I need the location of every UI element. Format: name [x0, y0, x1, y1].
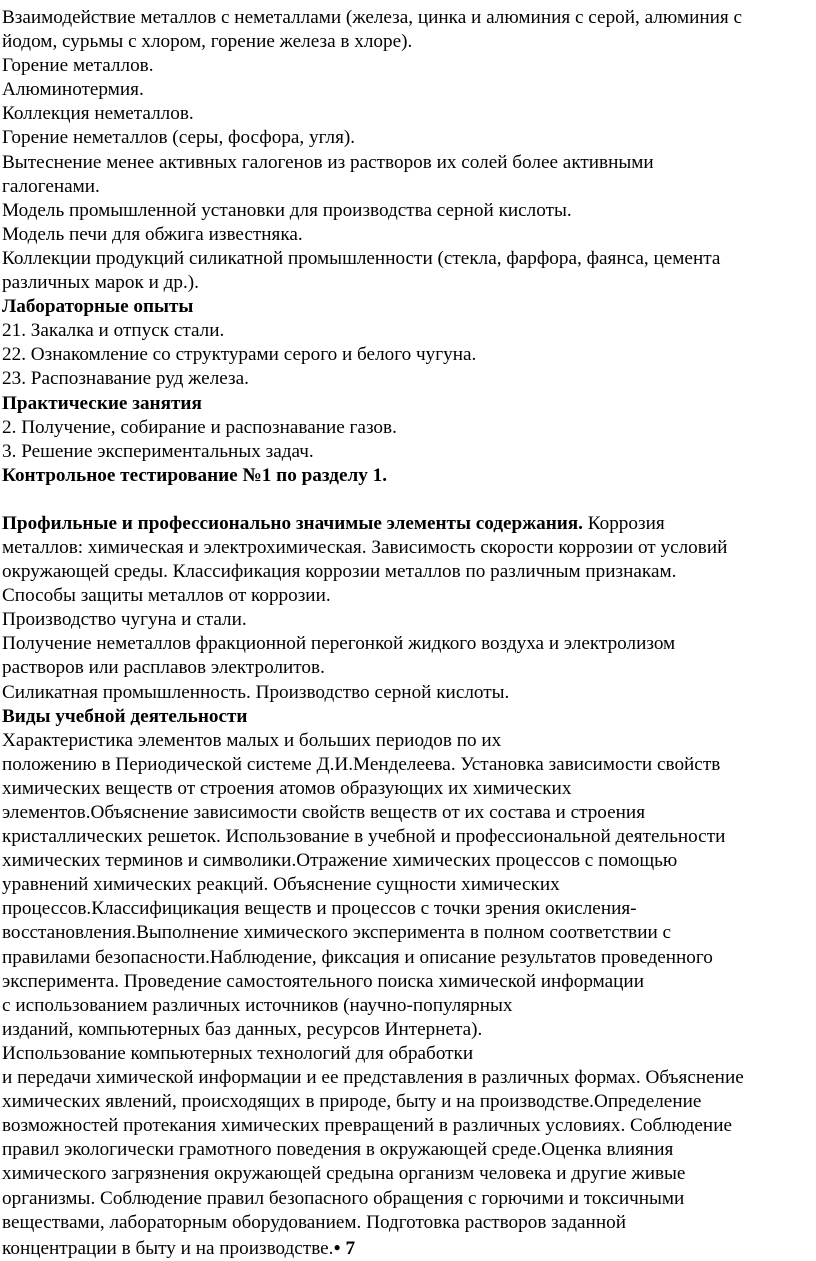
text-line: Вытеснение менее активных галогенов из растворов их солей более активными: [2, 151, 654, 173]
text-line: растворов или расплавов электролитов.: [2, 657, 325, 679]
demo-item: [2, 6, 812, 54]
text-line: возможностей протекания химических превращений в различных условиях. Соблюдение: [2, 1115, 732, 1137]
profile-heading: Профильные и профессионально значимые элементы содержания.: [2, 512, 583, 534]
demo-item: [2, 247, 812, 295]
text-line: Горение металлов.: [2, 55, 154, 77]
text-line: Взаимодействие металлов с неметаллами (железа, цинка и алюминия с серой, алюминия с: [2, 7, 743, 28]
text-line: галогенами.: [2, 175, 100, 197]
text-line: химических терминов и символики.Отражение химических процессов с помощью: [2, 850, 678, 872]
text-line: Модель промышленной установки для производства серной кислоты.: [2, 199, 572, 221]
text-line: положению в Периодической системе Д.И.Менделеева. Установка зависимости свойств: [2, 753, 721, 775]
text-line: йодом, сурьмы с хлором, горение железа в хлоре).: [2, 31, 413, 53]
lab-item: 21. Закалка и отпуск стали.: [2, 320, 225, 342]
lab-item: 23. Распознавание руд железа.: [2, 368, 249, 390]
demonstrations-list: [2, 6, 812, 295]
text-line: восстановления.Выполнение химического эксперимента в полном соответствии с: [2, 922, 672, 944]
text-line: Силикатная промышленность. Производство серной кислоты.: [2, 681, 510, 703]
control-test-heading: Контрольное тестирование №1 по разделу 1.: [2, 464, 388, 486]
text-line: элементов.Объяснение зависимости свойств веществ от их состава и строения: [2, 802, 646, 823]
text-line: с использованием различных источников (научно-популярных: [2, 994, 513, 1016]
practice-heading: Практические занятия: [2, 392, 202, 414]
text-line: Модель печи для обжига известняка.: [2, 223, 303, 245]
demo-item: [2, 126, 812, 150]
text-line: эксперимента. Проведение самостоятельного поиска химической информации: [2, 970, 644, 992]
practice-item: 2. Получение, собирание и распознавание газов.: [2, 416, 397, 438]
demo-item: [2, 102, 812, 126]
text-line: Использование компьютерных технологий для обработки: [2, 1042, 474, 1064]
text-line: процессов.Классифицикация веществ и процессов с точки зрения окисления-: [2, 898, 637, 920]
text-line: [2, 1235, 812, 1261]
activities-section: [2, 705, 812, 1261]
lab-section: [2, 295, 812, 391]
text-line: правилами безопасности.Наблюдение, фиксация и описание результатов проведенного: [2, 946, 713, 968]
text-line: Характеристика элементов малых и больших периодов по их: [2, 729, 502, 751]
last-line-text: концентрации в быту и на производстве.: [2, 1237, 334, 1259]
demo-item: [2, 54, 812, 78]
page-number: 7: [340, 1237, 356, 1259]
lab-heading: Лабораторные опыты: [2, 296, 194, 318]
text-line: организмы. Соблюдение правил безопасного обращения с горючими и токсичными: [2, 1187, 685, 1209]
text-line: Получение неметаллов фракционной перегонкой жидкого воздуха и электролизом: [2, 633, 676, 655]
text-line: химических явлений, происходящих в природе, быту и на производстве.Определение: [2, 1091, 702, 1113]
profile-heading-rest: Коррозия: [582, 512, 665, 534]
text-line: Горение неметаллов (серы, фосфора, угля).: [2, 127, 356, 149]
text-line: металлов: химическая и электрохимическая. Зависимость скорости коррозии от условий: [2, 536, 728, 558]
text-line: уравнений химических реакций. Объяснение сущности химических: [2, 874, 560, 896]
text-line: Алюминотермия.: [2, 79, 144, 101]
lab-item: 22. Ознакомление со структурами серого и белого чугуна.: [2, 344, 477, 366]
text-line: [2, 512, 812, 536]
text-line: кристаллических решеток. Использование в учебной и профессиональной деятельности: [2, 826, 726, 848]
text-line: окружающей среды. Классификация коррозии металлов по различным признакам.: [2, 561, 677, 583]
text-line: Коллекция неметаллов.: [2, 103, 194, 125]
activities-heading: Виды учебной деятельности: [2, 705, 248, 727]
text-line: химического загрязнения окружающей средына организм человека и другие живые: [2, 1163, 686, 1185]
text-line: веществами, лабораторным оборудованием. Подготовка растворов заданной: [2, 1211, 626, 1233]
text-line: Производство чугуна и стали.: [2, 609, 247, 631]
text-line: Коллекции продукций силикатной промышленности (стекла, фарфора, фаянса, цемента: [2, 247, 721, 269]
text-line: различных марок и др.).: [2, 272, 199, 294]
demo-item: [2, 199, 812, 223]
demo-item: [2, 223, 812, 247]
practice-item: 3. Решение экспериментальных задач.: [2, 440, 314, 462]
bullet-icon: ●: [333, 1239, 341, 1254]
demo-item: [2, 151, 812, 199]
text-line: Способы защиты металлов от коррозии.: [2, 585, 331, 607]
text-line: и передачи химической информации и ее представления в различных формах. Объяснение: [2, 1067, 744, 1089]
practice-section: [2, 392, 812, 464]
blank-line: [2, 488, 812, 512]
text-line: химических веществ от строения атомов образующих их химических: [2, 777, 572, 799]
demo-item: [2, 78, 812, 102]
text-line: изданий, компьютерных баз данных, ресурсов Интернета).: [2, 1018, 483, 1040]
profile-section: [2, 512, 812, 705]
text-line: правил экологически грамотного поведения в окружающей среде.Оценка влияния: [2, 1139, 674, 1161]
